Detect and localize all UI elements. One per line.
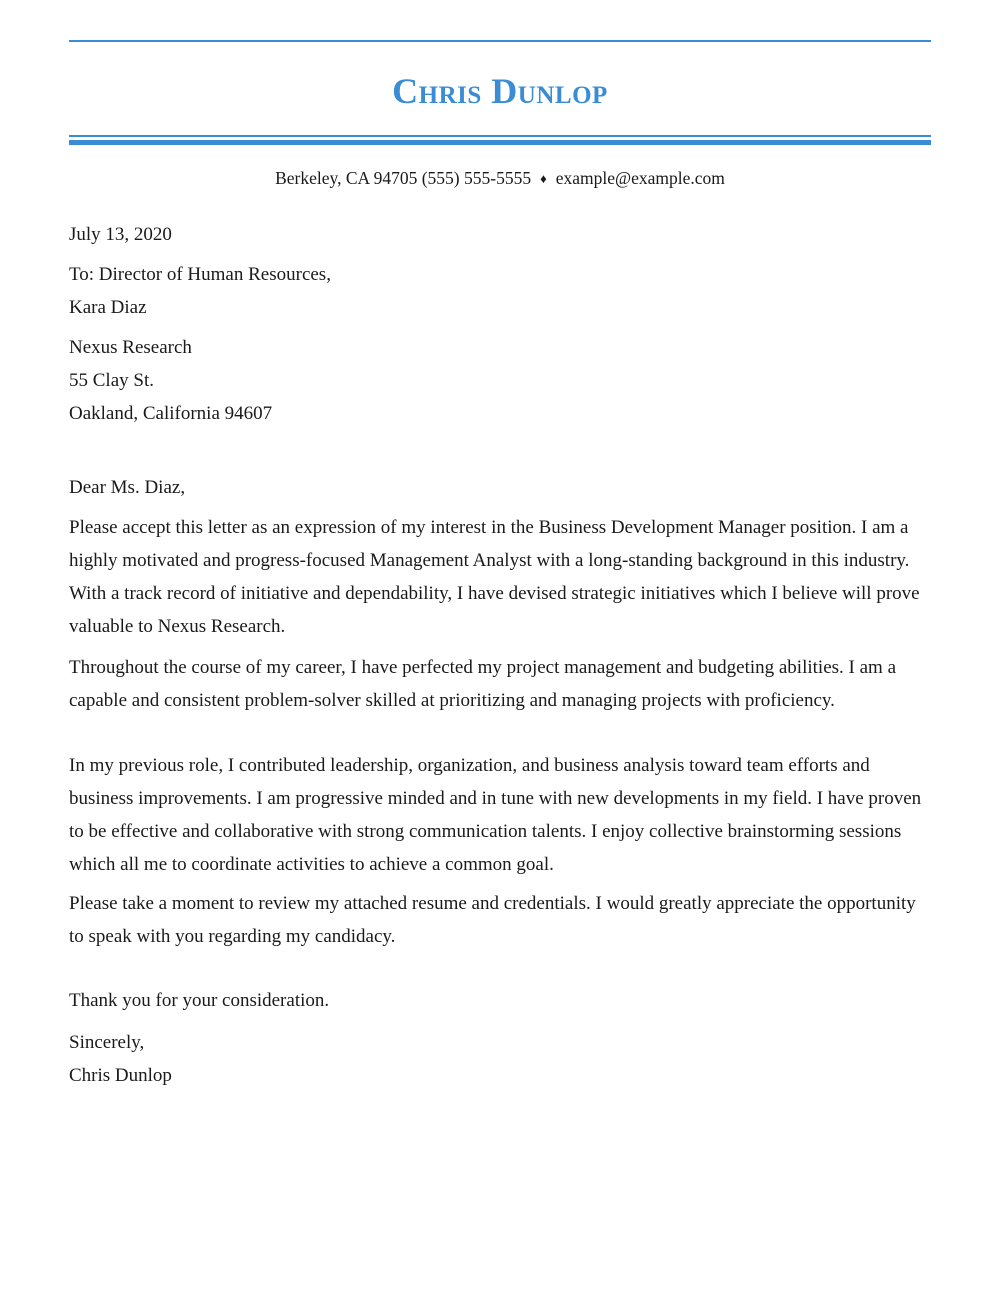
thanks-line: Thank you for your consideration. [69, 990, 330, 1011]
signature: Chris Dunlop [69, 1065, 172, 1086]
recipient-name: Kara Diaz [69, 297, 147, 318]
applicant-name: Chris Dunlop [392, 71, 608, 111]
diamond-separator-icon: ♦ [540, 171, 547, 186]
header-thin-rule [69, 135, 931, 137]
recipient-company: Nexus Research [69, 337, 192, 358]
contact-line [0, 166, 1000, 192]
contact-address-phone: Berkeley, CA 94705 (555) 555-5555 [275, 168, 532, 188]
closing: Sincerely, [69, 1032, 145, 1053]
recipient-street: 55 Clay St. [69, 370, 154, 391]
body-paragraph-2: Throughout the course of my career, I have perfected my project management and budgeting abilities. I am a capable and consistent problem-solver skilled at prioritizing and managing projects with proficiency. [69, 657, 897, 711]
recipient-title: To: Director of Human Resources, [69, 264, 331, 285]
contact-email: example@example.com [555, 168, 725, 188]
body-paragraph-1: Please accept this letter as an expression of my interest in the Business Development Manager position. I am a highly motivated and progress-focused Management Analyst with a long-standing background in this industry. With a track record of initiative and dependability, I have devised strategic initiatives which I believe will prove valuable to Nexus Research. [69, 517, 920, 637]
body-paragraph-4: Please take a moment to review my attached resume and credentials. I would greatly appreciate the opportunity to speak with you regarding my candidacy. [69, 893, 916, 947]
header-top-rule [69, 40, 931, 42]
letter-date: July 13, 2020 [69, 224, 172, 245]
header-thick-rule [69, 140, 931, 145]
salutation: Dear Ms. Diaz, [69, 477, 186, 498]
body-paragraph-3: In my previous role, I contributed leadership, organization, and business analysis toward team efforts and business improvements. I am progressive minded and in tune with new developments in my field. I have proven to be effective and collaborative with strong communication talents. I enjoy collective brainstorming sessions which all me to coordinate activities to achieve a common goal. [69, 755, 922, 875]
recipient-city: Oakland, California 94607 [69, 403, 273, 424]
